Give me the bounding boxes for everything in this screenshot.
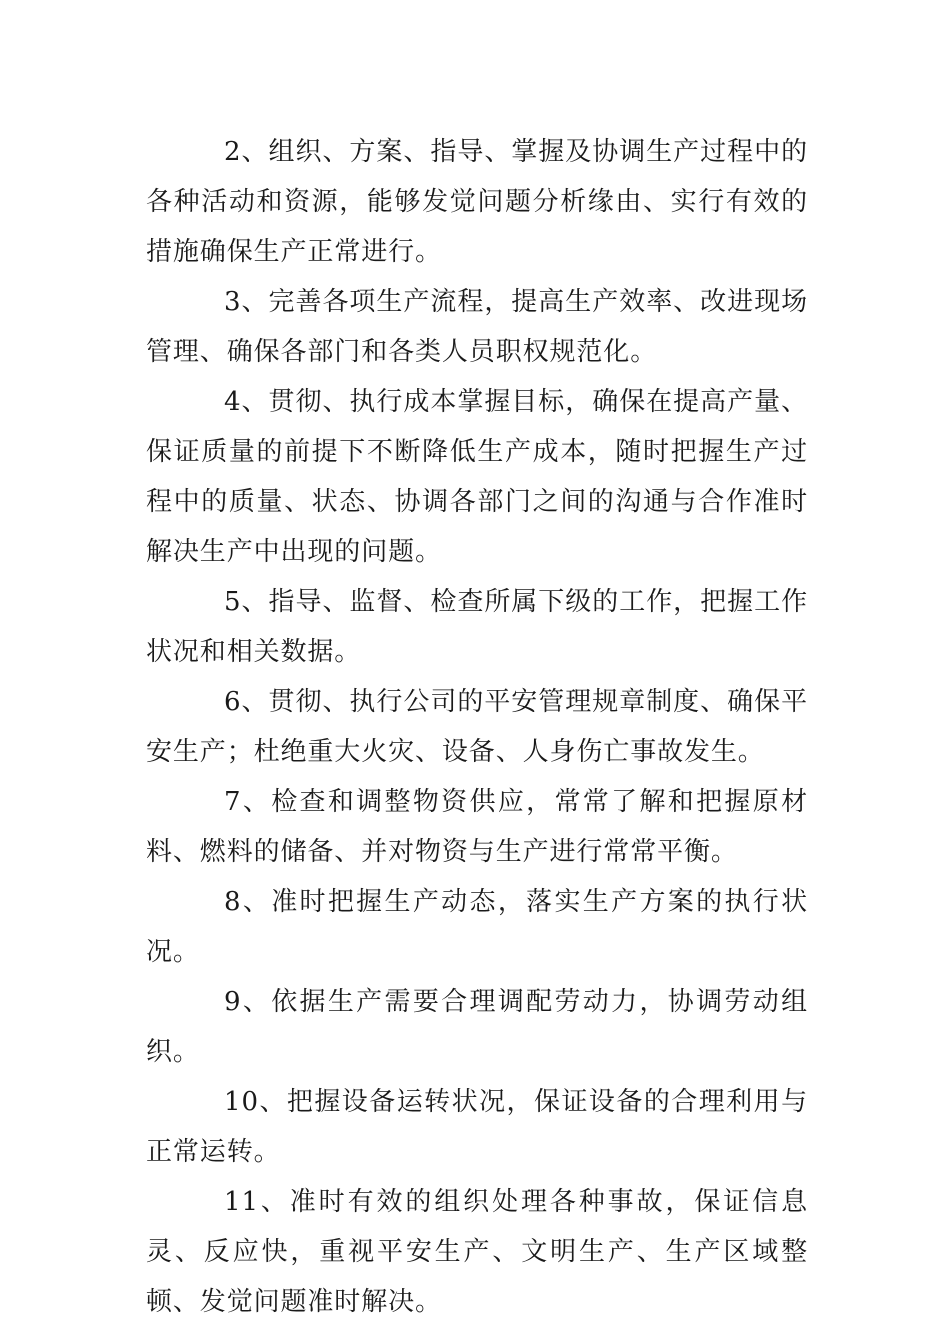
paragraph-item-5: 5、指导、监督、检查所属下级的工作，把握工作状况和相关数据。 (146, 587, 808, 667)
paragraph-item-11: 11、准时有效的组织处理各种事故，保证信息灵、反应快，重视平安生产、文明生产、生产区域整顿、发觉问题准时解决。 (146, 1187, 808, 1317)
paragraph-item-4: 4、贯彻、执行成本掌握目标，确保在提高产量、保证质量的前提下不断降低生产成本，随时把握生产过程中的质量、状态、协调各部门之间的沟通与合作准时解决生产中出现的问题。 (146, 387, 808, 567)
paragraph-item-7: 7、检查和调整物资供应，常常了解和把握原材料、燃料的储备、并对物资与生产进行常常平衡。 (146, 787, 808, 867)
paragraph-item-2: 2、组织、方案、指导、掌握及协调生产过程中的各种活动和资源，能够发觉问题分析缘由、实行有效的措施确保生产正常进行。 (146, 137, 808, 267)
paragraph-item-8: 8、准时把握生产动态，落实生产方案的执行状况。 (146, 887, 808, 967)
paragraph-item-9: 9、依据生产需要合理调配劳动力，协调劳动组织。 (146, 987, 808, 1067)
document-body (146, 127, 808, 1327)
paragraph-item-3: 3、完善各项生产流程，提高生产效率、改进现场管理、确保各部门和各类人员职权规范化。 (146, 287, 808, 367)
paragraph-item-10: 10、把握设备运转状况，保证设备的合理利用与正常运转。 (146, 1087, 808, 1167)
paragraph-item-6: 6、贯彻、执行公司的平安管理规章制度、确保平安生产；杜绝重大火灾、设备、人身伤亡事故发生。 (146, 687, 808, 767)
